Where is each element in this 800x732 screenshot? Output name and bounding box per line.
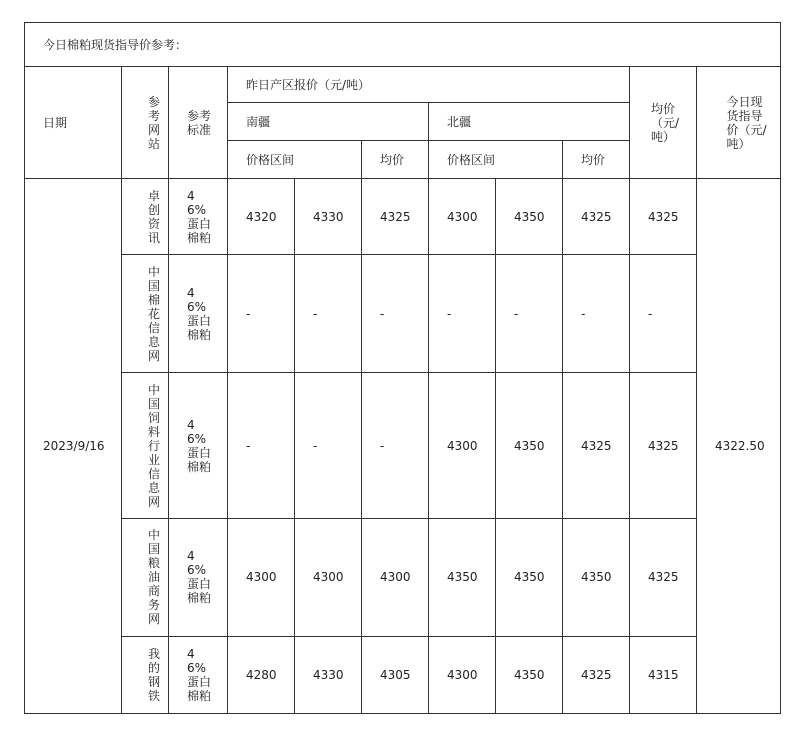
site-cell: 我的钢铁 <box>122 636 169 713</box>
north-avg-cell: 4325 <box>563 373 630 518</box>
north-low-cell: 4350 <box>429 518 496 636</box>
header-guide-price: 今日现货指导价（元/吨） <box>697 67 781 179</box>
date-cell: 2023/9/16 <box>25 179 122 714</box>
south-low-cell: 4280 <box>228 636 295 713</box>
table-row <box>25 518 781 636</box>
site-cell: 中国饲料行业信息网 <box>122 373 169 518</box>
table-row <box>25 636 781 713</box>
header-south-avg: 均价 <box>362 141 429 179</box>
table-title: 今日棉粕现货指导价参考： <box>25 23 781 67</box>
header-south: 南疆 <box>228 103 429 141</box>
north-avg-cell: 4325 <box>563 179 630 255</box>
table-row <box>25 255 781 373</box>
north-high-cell: 4350 <box>496 179 563 255</box>
south-avg-cell: 4305 <box>362 636 429 713</box>
site-cell: 中国棉花信息网 <box>122 255 169 373</box>
table-row <box>25 179 781 255</box>
south-avg-cell: 4300 <box>362 518 429 636</box>
north-low-cell: 4300 <box>429 179 496 255</box>
header-row-1 <box>25 67 781 103</box>
header-north: 北疆 <box>429 103 630 141</box>
standard-cell: 46%蛋白棉粕 <box>169 518 228 636</box>
header-north-range: 价格区间 <box>429 141 563 179</box>
north-avg-cell: 4325 <box>563 636 630 713</box>
south-avg-cell: - <box>362 255 429 373</box>
site-cell: 中国粮油商务网 <box>122 518 169 636</box>
south-avg-cell: - <box>362 373 429 518</box>
guide-price-cell: 4322.50 <box>697 179 781 714</box>
south-high-cell: 4330 <box>295 179 362 255</box>
north-low-cell: - <box>429 255 496 373</box>
north-high-cell: 4350 <box>496 373 563 518</box>
avg-cell: 4325 <box>630 373 697 518</box>
north-high-cell: 4350 <box>496 636 563 713</box>
south-high-cell: 4300 <box>295 518 362 636</box>
standard-cell: 46%蛋白棉粕 <box>169 179 228 255</box>
south-low-cell: - <box>228 255 295 373</box>
north-low-cell: 4300 <box>429 373 496 518</box>
south-low-cell: 4300 <box>228 518 295 636</box>
north-high-cell: 4350 <box>496 518 563 636</box>
avg-cell: 4325 <box>630 179 697 255</box>
south-high-cell: - <box>295 373 362 518</box>
north-high-cell: - <box>496 255 563 373</box>
avg-cell: - <box>630 255 697 373</box>
standard-cell: 46%蛋白棉粕 <box>169 373 228 518</box>
header-south-range: 价格区间 <box>228 141 362 179</box>
avg-cell: 4315 <box>630 636 697 713</box>
site-cell: 卓创资讯 <box>122 179 169 255</box>
south-avg-cell: 4325 <box>362 179 429 255</box>
south-high-cell: - <box>295 255 362 373</box>
standard-cell: 46%蛋白棉粕 <box>169 636 228 713</box>
header-yesterday-quote: 昨日产区报价（元/吨） <box>228 67 630 103</box>
cotton-meal-price-table <box>24 22 781 714</box>
header-date: 日期 <box>25 67 122 179</box>
header-north-avg: 均价 <box>563 141 630 179</box>
south-high-cell: 4330 <box>295 636 362 713</box>
north-low-cell: 4300 <box>429 636 496 713</box>
north-avg-cell: - <box>563 255 630 373</box>
header-overall-avg: 均价（元/吨） <box>630 67 697 179</box>
avg-cell: 4325 <box>630 518 697 636</box>
north-avg-cell: 4350 <box>563 518 630 636</box>
header-standard: 参考标准 <box>169 67 228 179</box>
title-row <box>25 23 781 67</box>
south-low-cell: - <box>228 373 295 518</box>
header-site: 参考网站 <box>122 67 169 179</box>
table-row <box>25 373 781 518</box>
south-low-cell: 4320 <box>228 179 295 255</box>
standard-cell: 46%蛋白棉粕 <box>169 255 228 373</box>
